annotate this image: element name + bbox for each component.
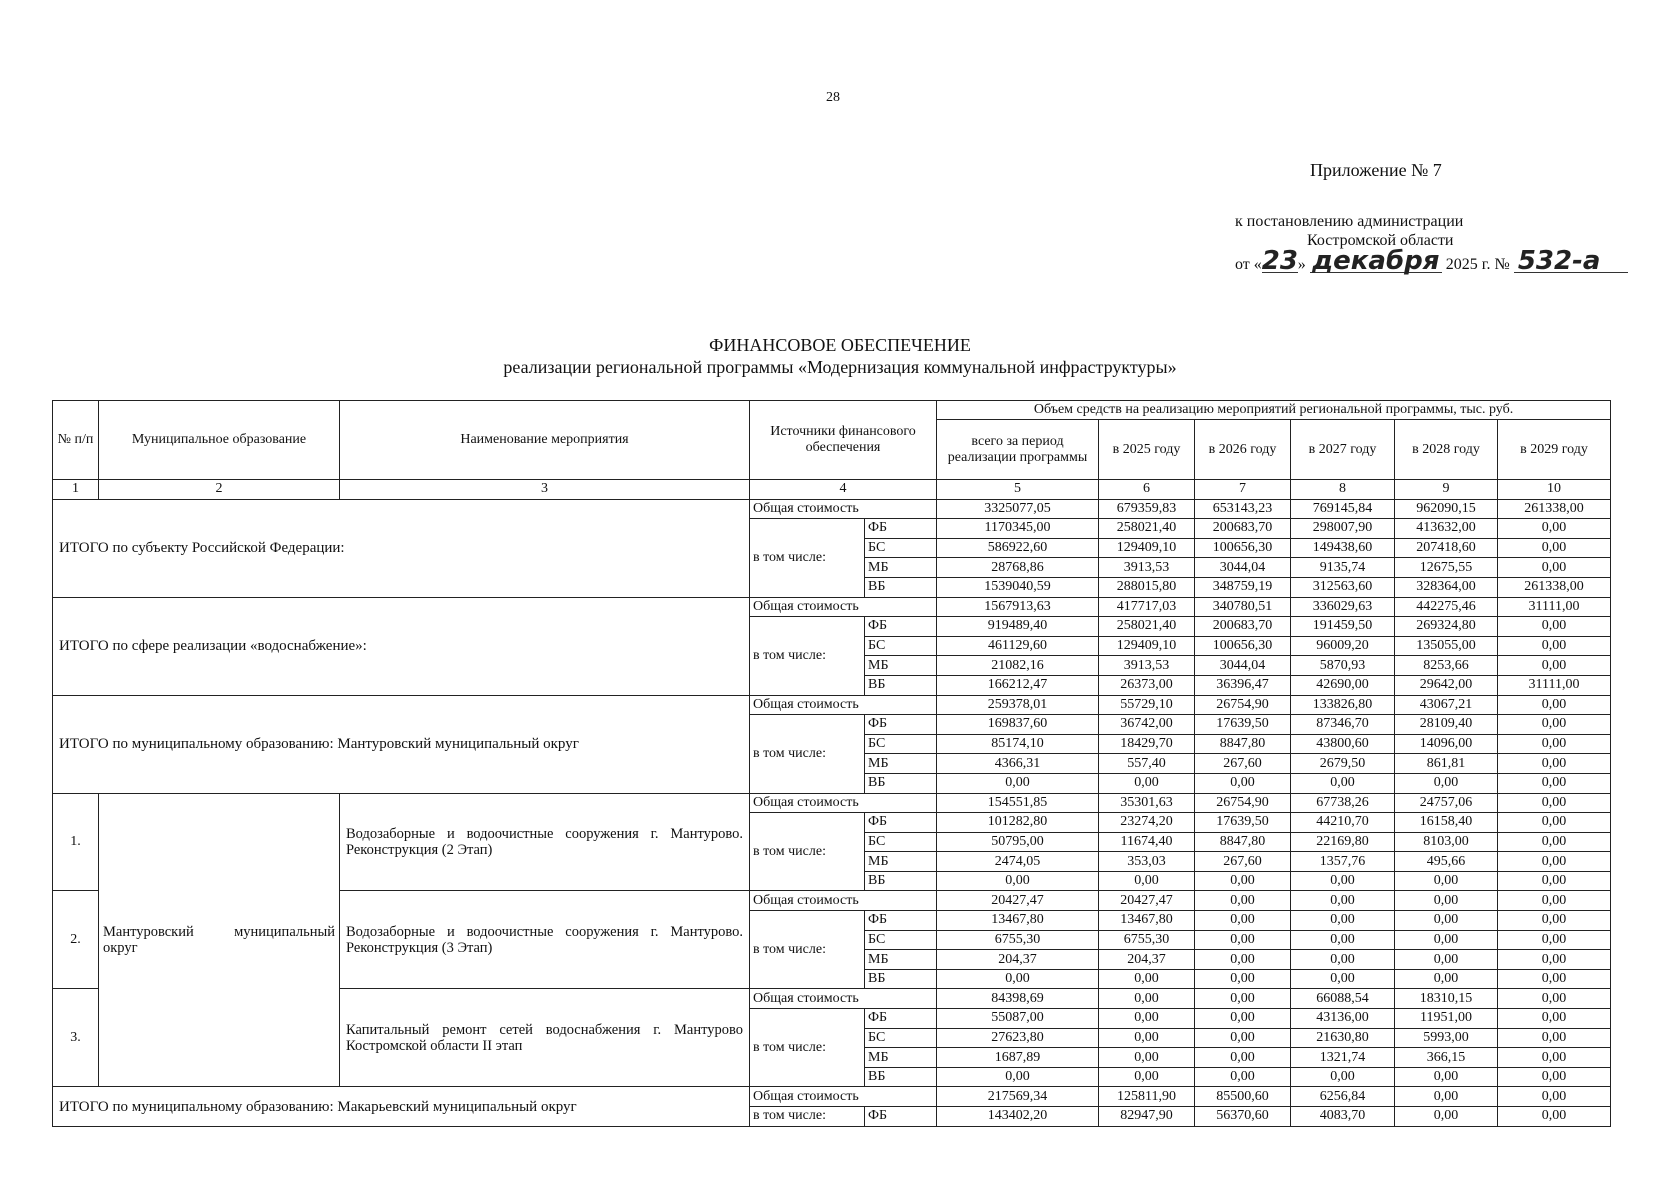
value-cell: 0,00 — [1498, 852, 1611, 872]
value-cell: 0,00 — [1195, 950, 1291, 970]
value-cell: 204,37 — [1099, 950, 1195, 970]
page-number: 28 — [826, 90, 840, 105]
value-cell: 0,00 — [1498, 715, 1611, 735]
value-cell: 149438,60 — [1291, 538, 1395, 558]
value-cell: 0,00 — [1498, 734, 1611, 754]
value-cell: 962090,15 — [1395, 499, 1498, 519]
value-cell: 0,00 — [1498, 911, 1611, 931]
total-cost-label: Общая стоимость — [750, 989, 937, 1009]
value-cell: 66088,54 — [1291, 989, 1395, 1009]
value-cell: 0,00 — [1099, 1028, 1195, 1048]
value-cell: 27623,80 — [937, 1028, 1099, 1048]
value-cell: 0,00 — [1195, 911, 1291, 931]
value-cell: 348759,19 — [1195, 577, 1291, 597]
value-cell: 0,00 — [1395, 969, 1498, 989]
handwritten-number: 532-а — [1514, 250, 1628, 273]
value-cell: 0,00 — [1395, 871, 1498, 891]
source-code: ФБ — [865, 617, 937, 637]
value-cell: 0,00 — [1099, 871, 1195, 891]
source-code: ФБ — [865, 715, 937, 735]
value-cell: 0,00 — [1291, 1067, 1395, 1087]
value-cell: 261338,00 — [1498, 499, 1611, 519]
event-name: Водозаборные и водоочистные сооружения г. Мантурово. Реконструкция (3 Этап) — [340, 891, 750, 989]
header-2026: в 2026 году — [1195, 420, 1291, 480]
value-cell: 1567913,63 — [937, 597, 1099, 617]
source-code: МБ — [865, 558, 937, 578]
value-cell: 21082,16 — [937, 656, 1099, 676]
value-cell: 55087,00 — [937, 1009, 1099, 1029]
value-cell: 5993,00 — [1395, 1028, 1498, 1048]
value-cell: 24757,06 — [1395, 793, 1498, 813]
value-cell: 100656,30 — [1195, 538, 1291, 558]
value-cell: 154551,85 — [937, 793, 1099, 813]
value-cell: 22169,80 — [1291, 832, 1395, 852]
value-cell: 0,00 — [1498, 989, 1611, 1009]
value-cell: 2474,05 — [937, 852, 1099, 872]
value-cell: 3913,53 — [1099, 656, 1195, 676]
including-label: в том числе: — [750, 519, 865, 597]
including-label: в том числе: — [750, 617, 865, 695]
value-cell: 0,00 — [1291, 930, 1395, 950]
value-cell: 9135,74 — [1291, 558, 1395, 578]
date-mid: » — [1297, 256, 1306, 273]
table-row — [53, 695, 1611, 715]
col-number: 1 — [53, 480, 99, 500]
source-code: ВБ — [865, 773, 937, 793]
value-cell: 0,00 — [1395, 1067, 1498, 1087]
value-cell: 259378,01 — [937, 695, 1099, 715]
decree-date-line — [1235, 246, 1628, 276]
value-cell: 11951,00 — [1395, 1009, 1498, 1029]
value-cell: 267,60 — [1195, 852, 1291, 872]
value-cell: 169837,60 — [937, 715, 1099, 735]
value-cell: 0,00 — [1498, 1107, 1611, 1127]
value-cell: 0,00 — [1498, 754, 1611, 774]
value-cell: 0,00 — [1498, 813, 1611, 833]
value-cell: 16158,40 — [1395, 813, 1498, 833]
value-cell: 13467,80 — [937, 911, 1099, 931]
event-number: 2. — [53, 891, 99, 989]
source-code: ВБ — [865, 577, 937, 597]
header-2028: в 2028 году — [1395, 420, 1498, 480]
value-cell: 0,00 — [1498, 617, 1611, 637]
value-cell: 17639,50 — [1195, 715, 1291, 735]
value-cell: 96009,20 — [1291, 636, 1395, 656]
value-cell: 679359,83 — [1099, 499, 1195, 519]
header-sources: Источники финансового обеспечения — [750, 401, 937, 480]
value-cell: 207418,60 — [1395, 538, 1498, 558]
value-cell: 0,00 — [1498, 656, 1611, 676]
value-cell: 85174,10 — [937, 734, 1099, 754]
including-label: в том числе: — [750, 813, 865, 891]
value-cell: 0,00 — [1395, 911, 1498, 931]
source-code: БС — [865, 832, 937, 852]
value-cell: 1357,76 — [1291, 852, 1395, 872]
source-code: ВБ — [865, 1067, 937, 1087]
value-cell: 1321,74 — [1291, 1048, 1395, 1068]
value-cell: 43800,60 — [1291, 734, 1395, 754]
col-number: 9 — [1395, 480, 1498, 500]
total-label: ИТОГО по муниципальному образованию: Мантуровский муниципальный округ — [53, 695, 750, 793]
source-code: МБ — [865, 852, 937, 872]
value-cell: 653143,23 — [1195, 499, 1291, 519]
value-cell: 50795,00 — [937, 832, 1099, 852]
value-cell: 0,00 — [1195, 1009, 1291, 1029]
value-cell: 18429,70 — [1099, 734, 1195, 754]
col-number: 7 — [1195, 480, 1291, 500]
source-code: ФБ — [865, 911, 937, 931]
header-volume: Объем средств на реализацию мероприятий региональной программы, тыс. руб. — [937, 401, 1611, 420]
source-code: БС — [865, 1028, 937, 1048]
value-cell: 200683,70 — [1195, 519, 1291, 539]
header-2027: в 2027 году — [1291, 420, 1395, 480]
decree-reference — [1235, 212, 1628, 274]
value-cell: 0,00 — [1498, 871, 1611, 891]
value-cell: 0,00 — [1099, 969, 1195, 989]
value-cell: 0,00 — [937, 773, 1099, 793]
value-cell: 8253,66 — [1395, 656, 1498, 676]
value-cell: 43136,00 — [1291, 1009, 1395, 1029]
value-cell: 288015,80 — [1099, 577, 1195, 597]
value-cell: 5870,93 — [1291, 656, 1395, 676]
value-cell: 6256,84 — [1291, 1087, 1395, 1107]
decree-line-1: к постановлению администрации — [1235, 213, 1464, 230]
value-cell: 0,00 — [1195, 773, 1291, 793]
value-cell: 0,00 — [1291, 911, 1395, 931]
value-cell: 20427,47 — [1099, 891, 1195, 911]
event-name: Водозаборные и водоочистные сооружения г. Мантурово. Реконструкция (2 Этап) — [340, 793, 750, 891]
value-cell: 129409,10 — [1099, 636, 1195, 656]
value-cell: 0,00 — [1498, 519, 1611, 539]
value-cell: 269324,80 — [1395, 617, 1498, 637]
value-cell: 0,00 — [1195, 1067, 1291, 1087]
value-cell: 258021,40 — [1099, 519, 1195, 539]
header-2029: в 2029 году — [1498, 420, 1611, 480]
value-cell: 769145,84 — [1291, 499, 1395, 519]
value-cell: 26754,90 — [1195, 793, 1291, 813]
total-cost-label: Общая стоимость — [750, 499, 937, 519]
value-cell: 8847,80 — [1195, 832, 1291, 852]
source-code: МБ — [865, 950, 937, 970]
handwritten-day: 23 — [1261, 246, 1298, 276]
value-cell: 0,00 — [937, 969, 1099, 989]
value-cell: 0,00 — [1195, 891, 1291, 911]
value-cell: 0,00 — [1498, 891, 1611, 911]
event-number: 3. — [53, 989, 99, 1087]
value-cell: 340780,51 — [1195, 597, 1291, 617]
value-cell: 328364,00 — [1395, 577, 1498, 597]
table-row — [53, 597, 1611, 617]
value-cell: 0,00 — [1099, 1009, 1195, 1029]
value-cell: 495,66 — [1395, 852, 1498, 872]
value-cell: 1170345,00 — [937, 519, 1099, 539]
appendix-label: Приложение № 7 — [1310, 160, 1442, 180]
value-cell: 26373,00 — [1099, 675, 1195, 695]
value-cell: 6755,30 — [937, 930, 1099, 950]
col-number: 8 — [1291, 480, 1395, 500]
value-cell: 442275,46 — [1395, 597, 1498, 617]
value-cell: 21630,80 — [1291, 1028, 1395, 1048]
value-cell: 0,00 — [1498, 832, 1611, 852]
col-number: 2 — [99, 480, 340, 500]
including-label: в том числе: — [750, 1107, 865, 1127]
value-cell: 0,00 — [1099, 773, 1195, 793]
value-cell: 0,00 — [1498, 538, 1611, 558]
source-code: ФБ — [865, 813, 937, 833]
value-cell: 413632,00 — [1395, 519, 1498, 539]
value-cell: 267,60 — [1195, 754, 1291, 774]
value-cell: 85500,60 — [1195, 1087, 1291, 1107]
value-cell: 1539040,59 — [937, 577, 1099, 597]
col-number: 3 — [340, 480, 750, 500]
value-cell: 67738,26 — [1291, 793, 1395, 813]
value-cell: 8847,80 — [1195, 734, 1291, 754]
value-cell: 0,00 — [1498, 1009, 1611, 1029]
value-cell: 36396,47 — [1195, 675, 1291, 695]
value-cell: 258021,40 — [1099, 617, 1195, 637]
value-cell: 0,00 — [1498, 969, 1611, 989]
including-label: в том числе: — [750, 1009, 865, 1087]
value-cell: 11674,40 — [1099, 832, 1195, 852]
value-cell: 312563,60 — [1291, 577, 1395, 597]
document-title: ФИНАНСОВОЕ ОБЕСПЕЧЕНИЕ — [709, 335, 971, 355]
total-cost-label: Общая стоимость — [750, 891, 937, 911]
value-cell: 0,00 — [1195, 989, 1291, 1009]
value-cell: 3913,53 — [1099, 558, 1195, 578]
table-row — [53, 793, 1611, 813]
source-code: БС — [865, 734, 937, 754]
header-total: всего за период реализации программы — [937, 420, 1099, 480]
total-cost-label: Общая стоимость — [750, 695, 937, 715]
value-cell: 6755,30 — [1099, 930, 1195, 950]
value-cell: 12675,55 — [1395, 558, 1498, 578]
value-cell: 366,15 — [1395, 1048, 1498, 1068]
total-label: ИТОГО по субъекту Российской Федерации: — [53, 499, 750, 597]
value-cell: 133826,80 — [1291, 695, 1395, 715]
value-cell: 0,00 — [1498, 950, 1611, 970]
value-cell: 0,00 — [1498, 636, 1611, 656]
handwritten-month: декабря — [1310, 250, 1442, 273]
value-cell: 43067,21 — [1395, 695, 1498, 715]
value-cell: 4366,31 — [937, 754, 1099, 774]
value-cell: 919489,40 — [937, 617, 1099, 637]
source-code: БС — [865, 636, 937, 656]
value-cell: 1687,89 — [937, 1048, 1099, 1068]
header-2025: в 2025 году — [1099, 420, 1195, 480]
value-cell: 28768,86 — [937, 558, 1099, 578]
financing-table — [52, 400, 1611, 1127]
value-cell: 261338,00 — [1498, 577, 1611, 597]
total-label: ИТОГО по сфере реализации «водоснабжение»: — [53, 597, 750, 695]
source-code: МБ — [865, 1048, 937, 1068]
municipality-name: Мантуровский муниципальный округ — [99, 793, 340, 1087]
value-cell: 13467,80 — [1099, 911, 1195, 931]
value-cell: 31111,00 — [1498, 597, 1611, 617]
value-cell: 82947,90 — [1099, 1107, 1195, 1127]
event-number: 1. — [53, 793, 99, 891]
value-cell: 0,00 — [1291, 773, 1395, 793]
value-cell: 36742,00 — [1099, 715, 1195, 735]
header-no: № п/п — [53, 401, 99, 480]
value-cell: 0,00 — [1195, 969, 1291, 989]
source-code: ФБ — [865, 519, 937, 539]
value-cell: 0,00 — [1395, 1087, 1498, 1107]
source-code: МБ — [865, 754, 937, 774]
value-cell: 0,00 — [1291, 871, 1395, 891]
value-cell: 0,00 — [1498, 1028, 1611, 1048]
value-cell: 20427,47 — [937, 891, 1099, 911]
value-cell: 0,00 — [1291, 969, 1395, 989]
value-cell: 8103,00 — [1395, 832, 1498, 852]
value-cell: 0,00 — [1395, 950, 1498, 970]
total-cost-label: Общая стоимость — [750, 793, 937, 813]
value-cell: 0,00 — [1195, 1028, 1291, 1048]
value-cell: 191459,50 — [1291, 617, 1395, 637]
value-cell: 28109,40 — [1395, 715, 1498, 735]
value-cell: 100656,30 — [1195, 636, 1291, 656]
value-cell: 0,00 — [1498, 773, 1611, 793]
value-cell: 0,00 — [1395, 1107, 1498, 1127]
value-cell: 0,00 — [1195, 930, 1291, 950]
value-cell: 0,00 — [937, 871, 1099, 891]
value-cell: 0,00 — [1395, 773, 1498, 793]
source-code: ФБ — [865, 1009, 937, 1029]
source-code: БС — [865, 930, 937, 950]
value-cell: 4083,70 — [1291, 1107, 1395, 1127]
value-cell: 135055,00 — [1395, 636, 1498, 656]
source-code: ВБ — [865, 871, 937, 891]
source-code: ВБ — [865, 675, 937, 695]
table-row — [53, 1087, 1611, 1107]
value-cell: 55729,10 — [1099, 695, 1195, 715]
value-cell: 0,00 — [1195, 1048, 1291, 1068]
value-cell: 3044,04 — [1195, 656, 1291, 676]
value-cell: 2679,50 — [1291, 754, 1395, 774]
value-cell: 0,00 — [1099, 1067, 1195, 1087]
value-cell: 861,81 — [1395, 754, 1498, 774]
source-code: БС — [865, 538, 937, 558]
value-cell: 0,00 — [1498, 1048, 1611, 1068]
date-year: 2025 г. № — [1445, 256, 1510, 273]
value-cell: 0,00 — [1099, 989, 1195, 1009]
value-cell: 461129,60 — [937, 636, 1099, 656]
total-cost-label: Общая стоимость — [750, 1087, 937, 1107]
value-cell: 87346,70 — [1291, 715, 1395, 735]
total-label: ИТОГО по муниципальному образованию: Макарьевский муниципальный округ — [53, 1087, 750, 1126]
value-cell: 0,00 — [1099, 1048, 1195, 1068]
header-municipality: Муниципальное образование — [99, 401, 340, 480]
header-event: Наименование мероприятия — [340, 401, 750, 480]
value-cell: 42690,00 — [1291, 675, 1395, 695]
source-code: МБ — [865, 656, 937, 676]
date-prefix: от « — [1235, 256, 1262, 273]
value-cell: 0,00 — [1395, 930, 1498, 950]
event-name: Капитальный ремонт сетей водоснабжения г. Мантурово Костромской области II этап — [340, 989, 750, 1087]
value-cell: 204,37 — [937, 950, 1099, 970]
total-cost-label: Общая стоимость — [750, 597, 937, 617]
source-code: ФБ — [865, 1107, 937, 1127]
value-cell: 200683,70 — [1195, 617, 1291, 637]
source-code: ВБ — [865, 969, 937, 989]
value-cell: 31111,00 — [1498, 675, 1611, 695]
value-cell: 56370,60 — [1195, 1107, 1291, 1127]
value-cell: 17639,50 — [1195, 813, 1291, 833]
value-cell: 84398,69 — [937, 989, 1099, 1009]
value-cell: 0,00 — [1498, 1067, 1611, 1087]
including-label: в том числе: — [750, 911, 865, 989]
value-cell: 125811,90 — [1099, 1087, 1195, 1107]
value-cell: 29642,00 — [1395, 675, 1498, 695]
table-body — [53, 499, 1611, 1126]
value-cell: 18310,15 — [1395, 989, 1498, 1009]
value-cell: 35301,63 — [1099, 793, 1195, 813]
value-cell: 0,00 — [1291, 950, 1395, 970]
col-number: 6 — [1099, 480, 1195, 500]
value-cell: 336029,63 — [1291, 597, 1395, 617]
col-number: 10 — [1498, 480, 1611, 500]
value-cell: 0,00 — [1498, 558, 1611, 578]
value-cell: 0,00 — [1498, 930, 1611, 950]
decree-line-2: Костромской области — [1307, 232, 1454, 249]
value-cell: 23274,20 — [1099, 813, 1195, 833]
value-cell: 0,00 — [1395, 891, 1498, 911]
value-cell: 3044,04 — [1195, 558, 1291, 578]
value-cell: 557,40 — [1099, 754, 1195, 774]
value-cell: 3325077,05 — [937, 499, 1099, 519]
table-row — [53, 499, 1611, 519]
including-label: в том числе: — [750, 715, 865, 793]
value-cell: 353,03 — [1099, 852, 1195, 872]
value-cell: 44210,70 — [1291, 813, 1395, 833]
value-cell: 417717,03 — [1099, 597, 1195, 617]
value-cell: 0,00 — [1498, 793, 1611, 813]
value-cell: 143402,20 — [937, 1107, 1099, 1127]
value-cell: 101282,80 — [937, 813, 1099, 833]
value-cell: 298007,90 — [1291, 519, 1395, 539]
value-cell: 26754,90 — [1195, 695, 1291, 715]
value-cell: 0,00 — [1498, 1087, 1611, 1107]
document-subtitle: реализации региональной программы «Модернизация коммунальной инфраструктуры» — [503, 357, 1177, 377]
col-number: 5 — [937, 480, 1099, 500]
value-cell: 0,00 — [1498, 695, 1611, 715]
value-cell: 166212,47 — [937, 675, 1099, 695]
value-cell: 0,00 — [937, 1067, 1099, 1087]
value-cell: 586922,60 — [937, 538, 1099, 558]
value-cell: 217569,34 — [937, 1087, 1099, 1107]
value-cell: 0,00 — [1291, 891, 1395, 911]
col-number: 4 — [750, 480, 937, 500]
value-cell: 129409,10 — [1099, 538, 1195, 558]
value-cell: 0,00 — [1195, 871, 1291, 891]
value-cell: 14096,00 — [1395, 734, 1498, 754]
